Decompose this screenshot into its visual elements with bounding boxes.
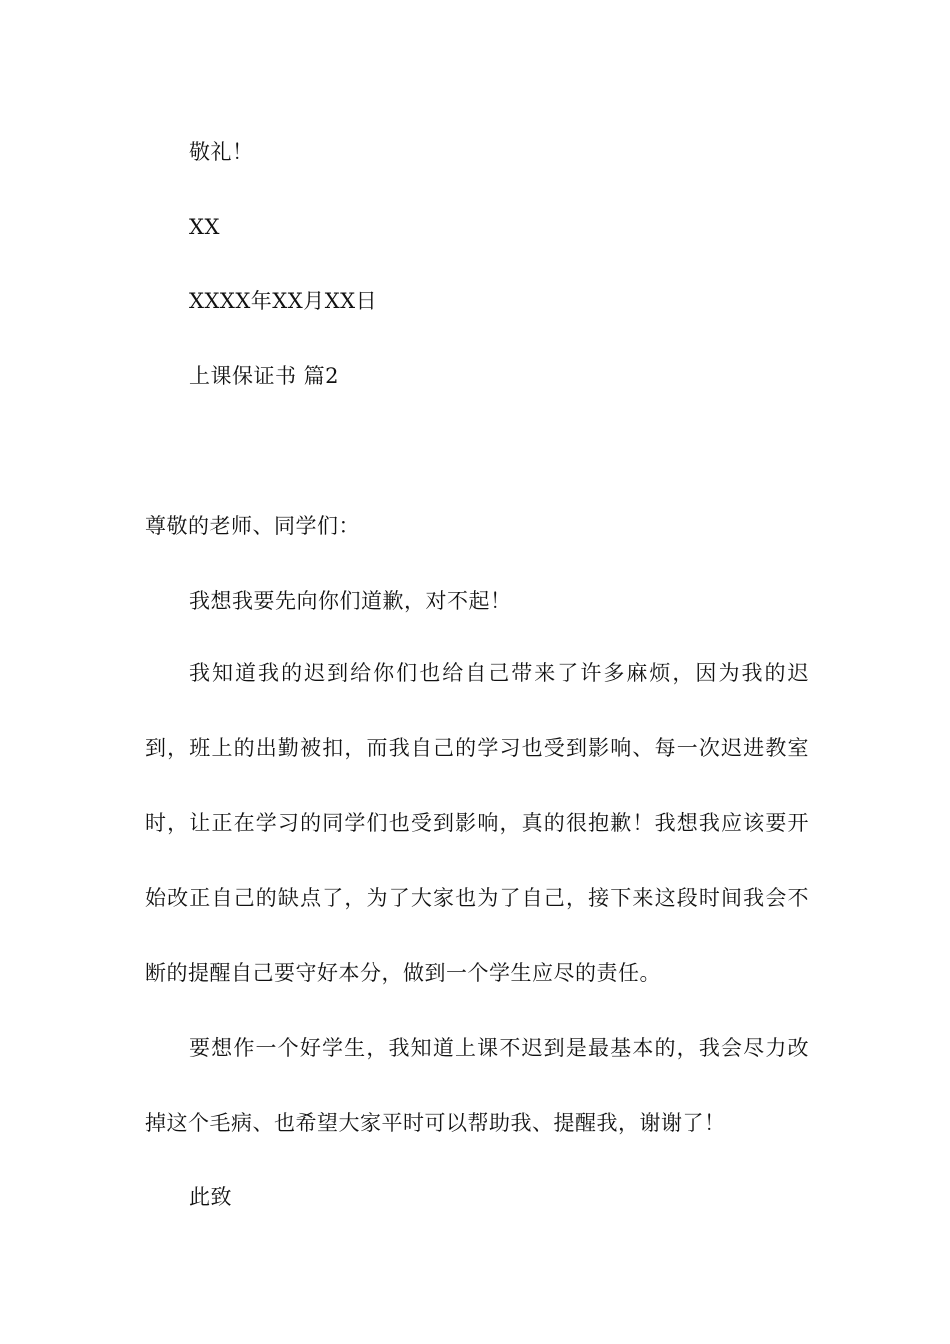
closing-salute: 敬礼！ bbox=[189, 140, 254, 164]
paragraph-lateness: 我知道我的迟到给你们也给自己带来了许多麻烦，因为我的迟到，班上的出勤被扣，而我自己的学习也受到影响、每一次迟进教室时，让正在学习的同学们也受到影响，真的很抱歉！我想我应该要开始改正自己的缺点了，为了大家也为了自己，接下来这段时间我会不断的提醒自己要守好本分，做到一个学生应尽的责任。 bbox=[145, 661, 809, 985]
date-line: XXXX年XX月XX日 bbox=[189, 289, 378, 313]
closing-phrase: 此致 bbox=[189, 1185, 232, 1209]
paragraph-apology: 我想我要先向你们道歉，对不起！ bbox=[189, 589, 512, 613]
paragraph-promise: 要想作一个好学生，我知道上课不迟到是最基本的，我会尽力改掉这个毛病、也希望大家平时可以帮助我、提醒我，谢谢了！ bbox=[145, 1036, 809, 1135]
greeting: 尊敬的老师、同学们： bbox=[145, 514, 360, 538]
signature: XX bbox=[189, 215, 220, 239]
section-heading: 上课保证书 篇2 bbox=[189, 364, 340, 388]
